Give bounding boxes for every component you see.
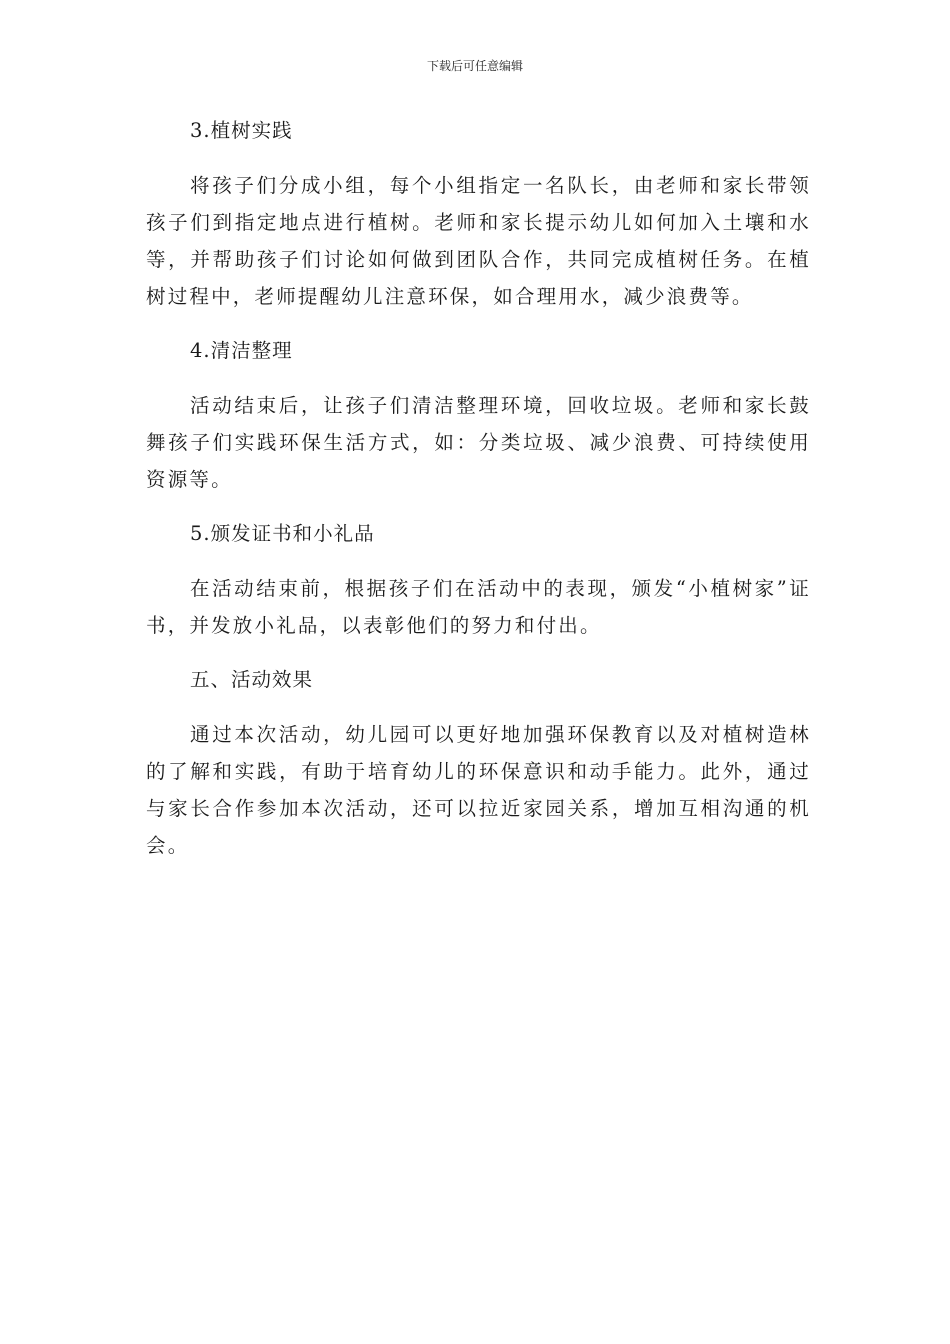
section-paragraph: 通过本次活动，幼儿园可以更好地加强环保教育以及对植树造林的了解和实践，有助于培育幼儿的环保意识和动手能力。此外，通过与家长合作参加本次活动，还可以拉近家园关系，增加互相沟通的机会。 — [146, 723, 811, 857]
section-heading: 3.植树实践 — [190, 119, 293, 142]
section-paragraph: 在活动结束前，根据孩子们在活动中的表现，颁发“小植树家”证书，并发放小礼品，以表彰他们的努力和付出。 — [146, 577, 811, 637]
section-paragraph: 将孩子们分成小组，每个小组指定一名队长，由老师和家长带领孩子们到指定地点进行植树。老师和家长提示幼儿如何加入土壤和水等，并帮助孩子们讨论如何做到团队合作，共同完成植树任务。在植树过程中，老师提醒幼儿注意环保，如合理用水，减少浪费等。 — [146, 174, 811, 308]
document-body — [146, 112, 811, 864]
section-heading: 4.清洁整理 — [190, 339, 293, 362]
section-heading: 5.颁发证书和小礼品 — [190, 522, 375, 545]
section-heading: 五、活动效果 — [190, 668, 314, 691]
page-header: 下载后可任意编辑 — [426, 59, 523, 73]
section-paragraph: 活动结束后，让孩子们清洁整理环境，回收垃圾。老师和家长鼓舞孩子们实践环保生活方式，如：分类垃圾、减少浪费、可持续使用资源等。 — [146, 394, 811, 491]
